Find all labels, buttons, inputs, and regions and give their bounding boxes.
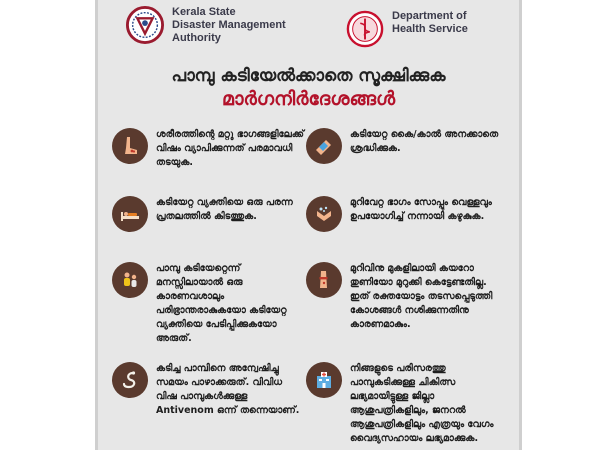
tip-item (306, 196, 522, 232)
tip-line: കോശങ്ങൾ നശിക്കുന്നതിനു (350, 305, 469, 316)
tip-text (156, 196, 316, 224)
tip-line: പാമ്പു കടിയേറ്റെന്ന് (156, 263, 241, 274)
tip-line: കടിയേറ്റ വ്യക്തിയെ ഒരു പരന്ന (156, 197, 293, 208)
reassure-person-icon (112, 262, 148, 298)
tip-text (350, 362, 522, 446)
tip-line: ആശുപത്രികളിലും, ജനറൽ (350, 405, 466, 416)
dhs-logo-icon (346, 10, 384, 48)
tip-line: പരിഭ്രാന്തരാകുകയോ കടിയേറ്റ (156, 305, 287, 316)
tip-line: മനസ്സിലായാൽ ഒരു (156, 277, 243, 288)
tip-text (350, 196, 522, 224)
tip-line: ശരീരത്തിന്റെ മറ്റു ഭാഗങ്ങളിലേക്ക് (156, 129, 304, 140)
bandaged-arm-icon (306, 128, 342, 164)
snake-icon (112, 362, 148, 398)
tip-line: വിഷ പാമ്പുകൾക്കുള്ള (156, 391, 248, 402)
dhs-name (392, 10, 468, 36)
tip-line: വൈദ്യസഹായം ലഭ്യമാക്കുക. (350, 433, 479, 444)
tip-line: കടിയേറ്റ കൈ/കാൽ അനക്കാതെ (350, 129, 499, 140)
tip-line: വിഷം വ്യാപിക്കുന്നത് പരമാവധി (156, 143, 293, 154)
tip-item (112, 128, 316, 170)
tip-line: മുറിവിനു മുകളിലായി കയറോ (350, 263, 474, 274)
tip-line: പാമ്പുകടിക്കുള്ള ചികിത്സ (350, 377, 456, 388)
tip-line: കാരണവശാലും (156, 291, 225, 302)
tip-text (156, 262, 321, 346)
tip-line: ആശുപത്രികളിലും എത്രയും വേഗം (350, 419, 494, 430)
ksdma-logo-icon (126, 6, 164, 44)
org-name-line: Authority (172, 32, 221, 44)
tip-line: സമയം പാഴാക്കരുത്. വിവിധ (156, 377, 283, 388)
tip-line: ഉപയോഗിച്ച് നന്നായി കഴുകുക. (350, 211, 485, 222)
tied-leg-icon (306, 262, 342, 298)
ksdma-header (126, 6, 286, 45)
tip-line: ലഭ്യമായിട്ടുള്ള ജില്ലാ (350, 391, 435, 402)
tip-item (112, 196, 316, 232)
org-name-line: Health Service (392, 23, 468, 35)
tip-line: ശ്രദ്ധിക്കുക. (350, 143, 401, 154)
washing-hands-icon (306, 196, 342, 232)
org-name-line: Kerala State (172, 6, 236, 18)
advisory-poster (95, 0, 522, 450)
tip-line: തടയുക. (156, 157, 194, 168)
org-name-line: Disaster Management (172, 19, 286, 31)
tip-line: മുറിവേറ്റ ഭാഗം സോപ്പും വെള്ളവും (350, 197, 492, 208)
tip-text (156, 362, 321, 418)
tip-item (306, 362, 522, 446)
tip-line: തുണിയോ മുറുക്കി കെട്ടേണ്ടതില്ല. (350, 277, 487, 288)
tip-item (112, 262, 321, 346)
tip-line: അരുത്. (156, 333, 192, 344)
tip-text (350, 128, 520, 156)
tip-line: ഇത് രക്തയോട്ടം തടസപ്പെടുത്തി (350, 291, 493, 302)
tip-item (306, 262, 522, 332)
tip-item (112, 362, 321, 418)
lying-person-icon (112, 196, 148, 232)
tip-line: വ്യക്തിയെ പേടിപ്പിക്കുകയോ (156, 319, 277, 330)
tip-text (350, 262, 522, 332)
tip-line: പ്രതലത്തിൽ കിടത്തുക. (156, 211, 257, 222)
bitten-foot-icon (112, 128, 148, 164)
dhs-header (346, 10, 468, 48)
tip-line: നിങ്ങളുടെ പരിസരത്തു (350, 363, 446, 374)
tip-line: കാരണമാകും. (350, 319, 411, 330)
poster-title: പാമ്പു കടിയേൽക്കാതെ സൂക്ഷിക്കുക (171, 66, 446, 86)
org-name-line: Department of (392, 10, 467, 22)
tip-line: Antivenom ഒന്ന് തന്നെയാണ്. (156, 405, 300, 416)
ksdma-name (172, 6, 286, 45)
tip-item (306, 128, 520, 164)
poster-subtitle: മാർഗനിർദേശങ്ങൾ (221, 88, 396, 110)
tip-line: കടിച്ച പാമ്പിനെ അന്വേഷിച്ചു (156, 363, 279, 374)
hospital-icon (306, 362, 342, 398)
tip-text (156, 128, 316, 170)
